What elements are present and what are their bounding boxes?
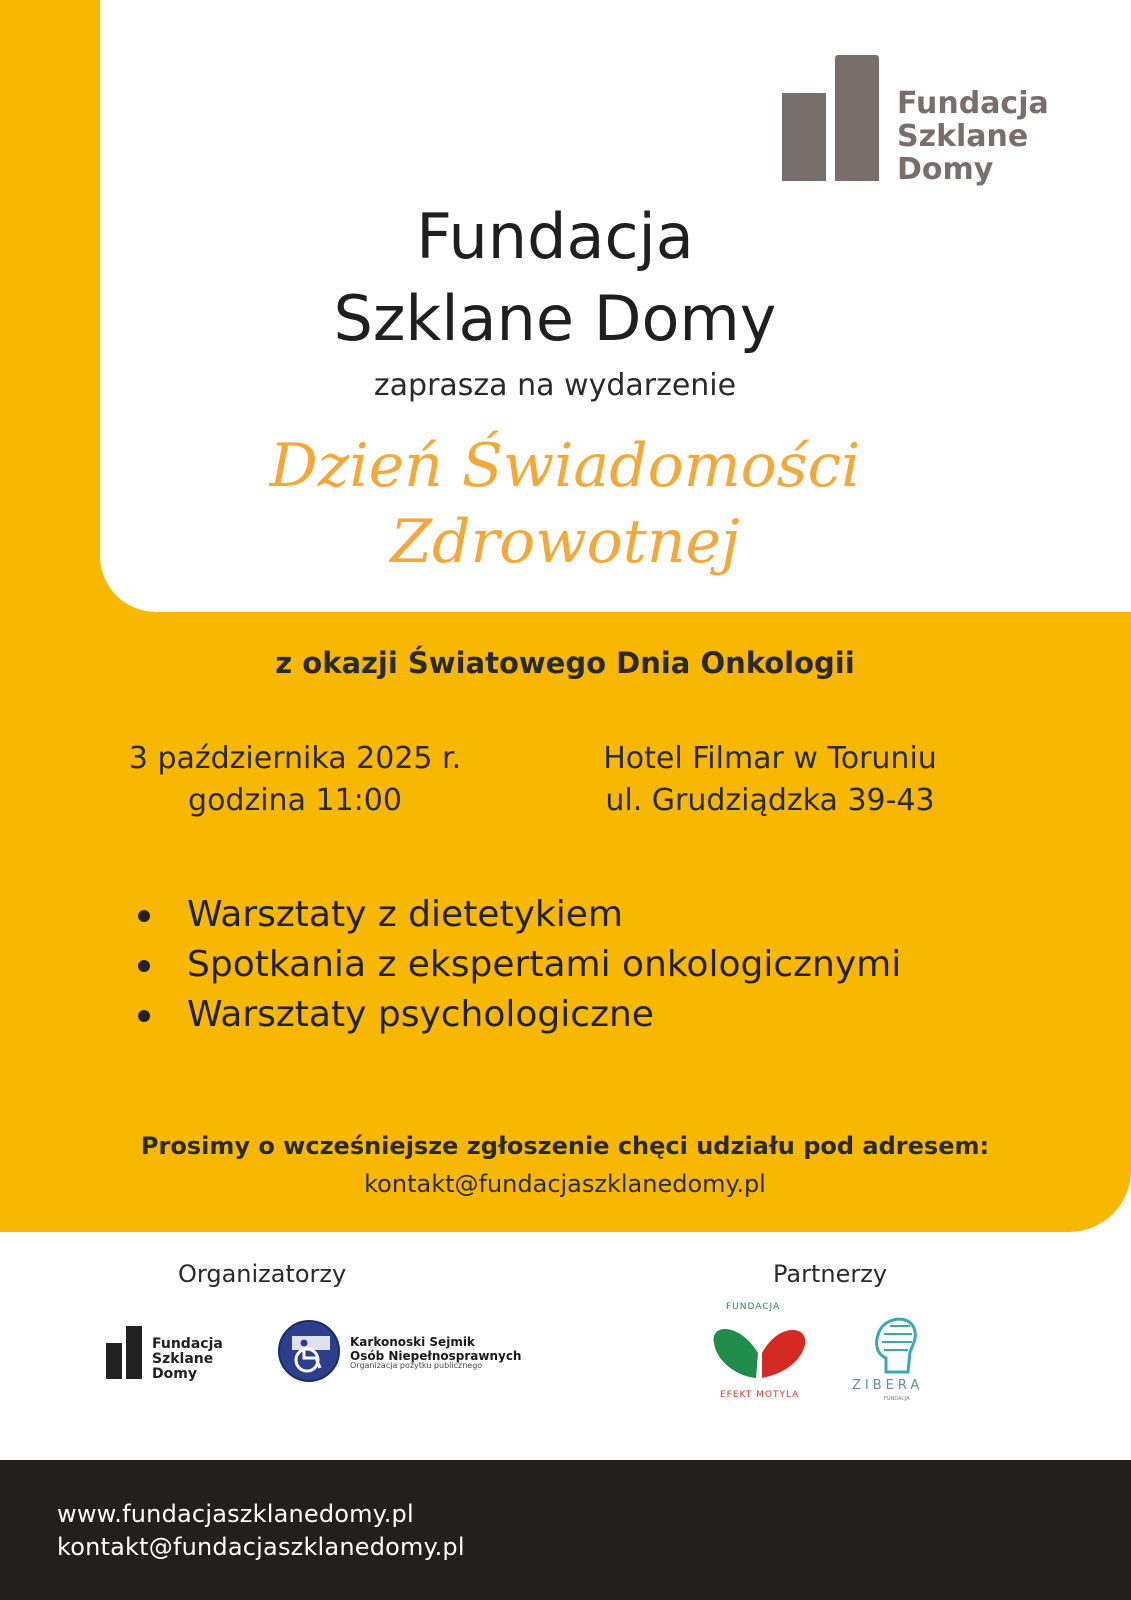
partner-logo-zibera: [850, 1312, 945, 1412]
partner2-subtitle: FUNDACJA: [884, 1396, 910, 1402]
list-item: [132, 990, 901, 1040]
place-block: [570, 738, 970, 822]
activity-label: Warsztaty psychologiczne: [187, 994, 654, 1035]
logo-line2: Szklane: [152, 1351, 214, 1367]
logo-line1: Fundacja: [152, 1336, 223, 1352]
event-title-line2: Zdrowotnej: [390, 507, 740, 577]
organizer-subtitle: Organizacja pożytku publicznego: [350, 1361, 483, 1370]
partner1-bottom-text: EFEKT MOTYLA: [720, 1390, 800, 1400]
organizer-logo-ksón: [278, 1320, 538, 1386]
invite-text: zaprasza na wydarzenie: [373, 368, 737, 403]
date-block: [105, 738, 485, 822]
organizer-name: [350, 1335, 521, 1363]
activity-label: Spotkania z ekspertami onkologicznymi: [187, 944, 902, 985]
event-time: godzina 11:00: [188, 783, 402, 818]
logo-line1: Fundacja: [897, 86, 1049, 121]
partner2-name: ZIBERA: [852, 1378, 924, 1393]
activity-label: Warsztaty z dietetykiem: [187, 894, 623, 935]
wheelchair-icon: [278, 1320, 340, 1382]
organizers-heading: Organizatorzy: [178, 1260, 347, 1288]
organizer-name-line2: Osób Niepełnosprawnych: [350, 1349, 522, 1363]
logo-text: [897, 87, 1049, 186]
head-silhouette-icon: [850, 1312, 945, 1378]
organizer-name-line1: Karkonoski Sejmik: [350, 1335, 475, 1349]
logo-bar-tall: [126, 1326, 142, 1379]
partners-heading: Partnerzy: [773, 1260, 888, 1288]
event-address: ul. Grudziądzka 39-43: [605, 783, 935, 818]
occasion-text: z okazji Światowego Dnia Onkologii: [275, 646, 855, 680]
registration-lead: Prosimy o wcześniejsze zgłoszenie chęci udziału pod adresem:: [140, 1132, 990, 1160]
footer: [0, 1460, 1131, 1600]
event-venue: Hotel Filmar w Toruniu: [603, 741, 937, 776]
partner-logo-efekt-motyla: [700, 1298, 820, 1408]
footer-website-link[interactable]: www.fundacjaszklanedomy.pl: [57, 1500, 414, 1528]
partner1-top-text: FUNDACJA: [726, 1302, 781, 1312]
foundation-logo: [782, 55, 1082, 190]
page-title: [250, 196, 860, 360]
logo-line3: Domy: [897, 152, 994, 187]
title-line2: Szklane Domy: [333, 282, 777, 355]
logo-bar-short: [106, 1343, 122, 1379]
event-title-line1: Dzień Świadomości: [269, 431, 861, 501]
bullet-icon: [138, 960, 150, 972]
list-item: [132, 940, 901, 990]
activities-list: [132, 890, 901, 1040]
list-item: [132, 890, 901, 940]
logo-text: [152, 1337, 223, 1382]
event-title: [200, 428, 930, 580]
title-line1: Fundacja: [416, 200, 694, 273]
logo-bar-short: [782, 93, 826, 181]
registration-email-link[interactable]: kontakt@fundacjaszklanedomy.pl: [364, 1170, 766, 1198]
logo-line3: Domy: [152, 1366, 197, 1382]
logo-bar-tall: [835, 55, 879, 181]
bullet-icon: [138, 1010, 150, 1022]
event-date: 3 października 2025 r.: [128, 741, 462, 776]
logo-line2: Szklane: [897, 119, 1029, 154]
footer-email-link[interactable]: kontakt@fundacjaszklanedomy.pl: [57, 1533, 465, 1561]
organizer-logo-szklane-domy: [106, 1325, 246, 1385]
registration-note: [130, 1127, 1000, 1203]
bullet-icon: [138, 910, 150, 922]
